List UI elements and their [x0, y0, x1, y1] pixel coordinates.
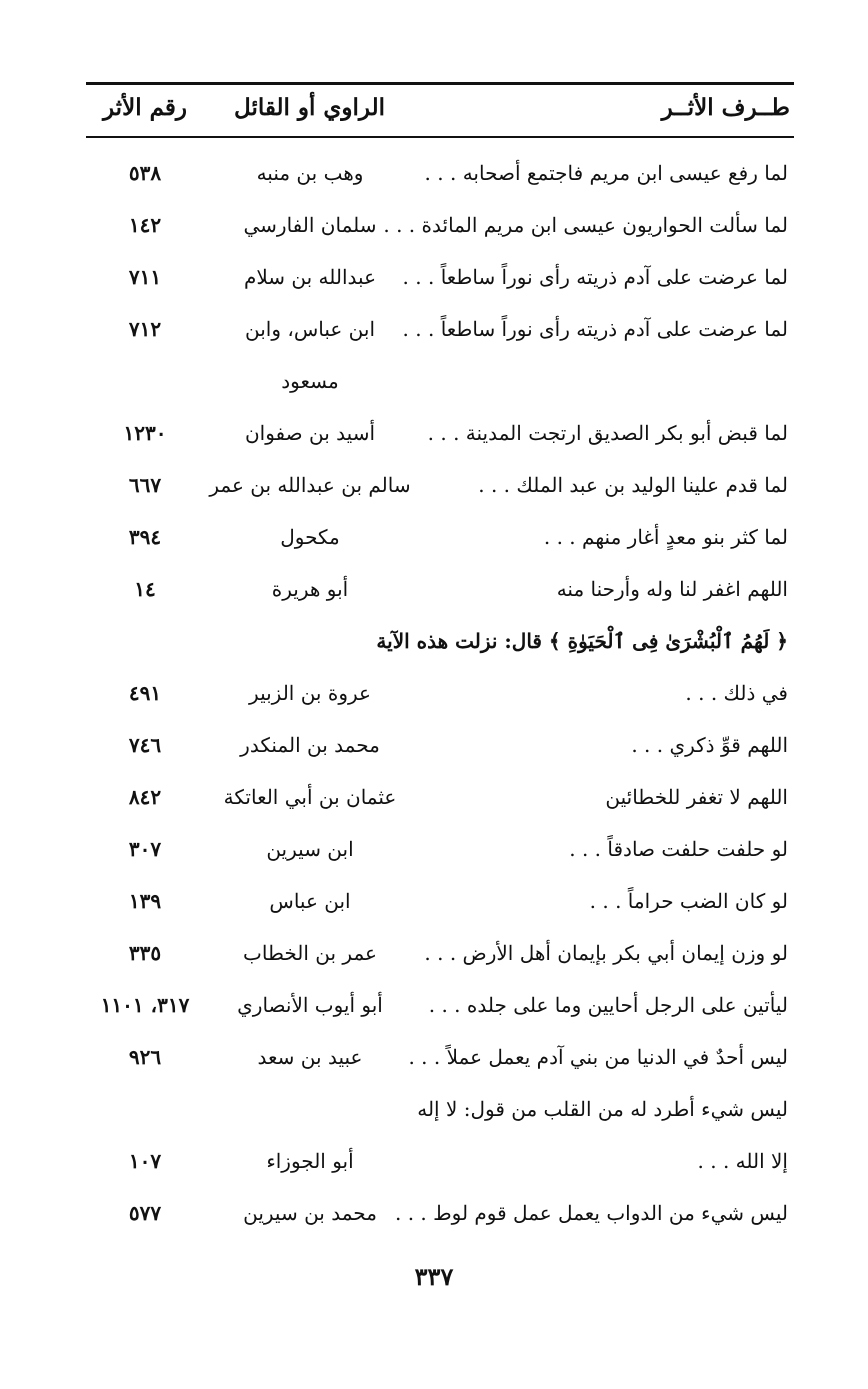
athar-text: لما كثر بنو معدٍ أغار منهم . . . [543, 525, 788, 549]
narrator: محمد بن المنكدر [240, 733, 380, 757]
table-row [0, 772, 868, 824]
narrator: أبو هريرة [271, 577, 349, 601]
athar-text: لما رفع عيسى ابن مريم فاجتمع أصحابه . . . [424, 161, 788, 185]
athar-number: ٣١٧، ١١٠١ [100, 993, 190, 1017]
narrator: عروة بن الزبير [249, 681, 371, 705]
athar-number: ٣٩٤ [128, 525, 162, 549]
athar-text: ﴿ لَهُمُ ٱلْبُشْرَىٰ فِى ٱلْحَيَوٰةِ ﴾ قال: نزلت هذه الآية [376, 629, 788, 653]
table-row [0, 460, 868, 512]
narrator: مسعود [281, 369, 339, 393]
narrator: ابن عباس [269, 889, 351, 913]
athar-number: ٧١٢ [128, 317, 162, 341]
table-row [0, 616, 868, 668]
athar-number: ١٢٣٠ [123, 421, 167, 445]
athar-text: ليأتين على الرجل أحايين وما على جلده . . . [428, 993, 788, 1017]
narrator: أبو أيوب الأنصاري [237, 993, 383, 1017]
table-row [0, 200, 868, 252]
athar-number: ٨٤٢ [128, 785, 162, 809]
athar-text: لما سألت الحواريون عيسى ابن مريم المائدة . . . [383, 213, 788, 237]
table-row [0, 824, 868, 876]
header-rule [86, 136, 794, 138]
athar-number: ٧٤٦ [128, 733, 162, 757]
table-row [0, 304, 868, 356]
athar-number: ٧١١ [128, 265, 162, 289]
table-row [0, 980, 868, 1032]
narrator: أسيد بن صفوان [244, 421, 376, 445]
narrator: مكحول [280, 525, 340, 549]
narrator: أبو الجوزاء [266, 1149, 354, 1173]
table-row [0, 1136, 868, 1188]
athar-text: لو حلفت حلفت صادقاً . . . [569, 837, 788, 861]
athar-text: اللهم اغفر لنا وله وأرحنا منه [556, 577, 788, 601]
athar-number: ٣٠٧ [128, 837, 162, 861]
narrator: عمر بن الخطاب [243, 941, 377, 965]
narrator: وهب بن منبه [256, 161, 364, 185]
narrator: عبدالله بن سلام [243, 265, 377, 289]
table-row [0, 564, 868, 616]
table-row [0, 928, 868, 980]
athar-number: ١٠٧ [128, 1149, 162, 1173]
header-number-column: رقم الأثر [102, 94, 187, 121]
narrator: سالم بن عبدالله بن عمر [209, 473, 411, 497]
athar-text: لما قبض أبو بكر الصديق ارتجت المدينة . . . [427, 421, 788, 445]
table-row [0, 356, 868, 408]
athar-text: في ذلك . . . [685, 681, 788, 705]
athar-text: اللهم لا تغفر للخطائين [605, 785, 788, 809]
athar-text: لما عرضت على آدم ذريته رأى نوراً ساطعاً . . . [402, 265, 788, 289]
narrator: ابن عباس، وابن [245, 317, 375, 341]
athar-number: ٥٣٨ [128, 161, 162, 185]
table-row [0, 1084, 868, 1136]
header-text-column: طــرف الأثــر [661, 94, 790, 121]
athar-number: ٤٩١ [128, 681, 162, 705]
table-row [0, 876, 868, 928]
table-row [0, 668, 868, 720]
top-rule [86, 82, 794, 85]
narrator: سلمان الفارسي [243, 213, 377, 237]
table-row [0, 720, 868, 772]
narrator: عبيد بن سعد [257, 1045, 363, 1069]
athar-number: ٣٣٥ [128, 941, 162, 965]
table-row [0, 1032, 868, 1084]
athar-number: ١٤٢ [128, 213, 162, 237]
page-number: ٣٣٧ [414, 1262, 454, 1291]
narrator: ابن سيرين [266, 837, 354, 861]
table-row [0, 1188, 868, 1240]
athar-text: ليس شيء من الدواب يعمل عمل قوم لوط . . . [395, 1201, 788, 1225]
athar-text: لما عرضت على آدم ذريته رأى نوراً ساطعاً . . . [402, 317, 788, 341]
athar-text: لو كان الضب حراماً . . . [589, 889, 788, 913]
narrator: محمد بن سيرين [243, 1201, 377, 1225]
narrator: عثمان بن أبي العاتكة [223, 785, 397, 809]
athar-number: ٩٢٦ [128, 1045, 162, 1069]
table-row [0, 408, 868, 460]
athar-number: ٥٧٧ [128, 1201, 162, 1225]
athar-text: ليس أحدٌ في الدنيا من بني آدم يعمل عملاً . . . [408, 1045, 788, 1069]
athar-number: ٦٦٧ [128, 473, 162, 497]
athar-text: لو وزن إيمان أبي بكر بإيمان أهل الأرض . . . [424, 941, 788, 965]
athar-text: إلا الله . . . [697, 1149, 788, 1173]
index-table [0, 148, 868, 1240]
athar-number: ١٣٩ [128, 889, 162, 913]
table-row [0, 252, 868, 304]
athar-number: ١٤ [134, 577, 156, 601]
athar-text: اللهم قوِّ ذكري . . . [631, 733, 788, 757]
athar-text: لما قدم علينا الوليد بن عبد الملك . . . [478, 473, 788, 497]
table-row [0, 148, 868, 200]
table-row [0, 512, 868, 564]
athar-text: ليس شيء أطرد له من القلب من قول: لا إله [417, 1097, 788, 1121]
header-narrator-column: الراوي أو القائل [234, 94, 385, 121]
